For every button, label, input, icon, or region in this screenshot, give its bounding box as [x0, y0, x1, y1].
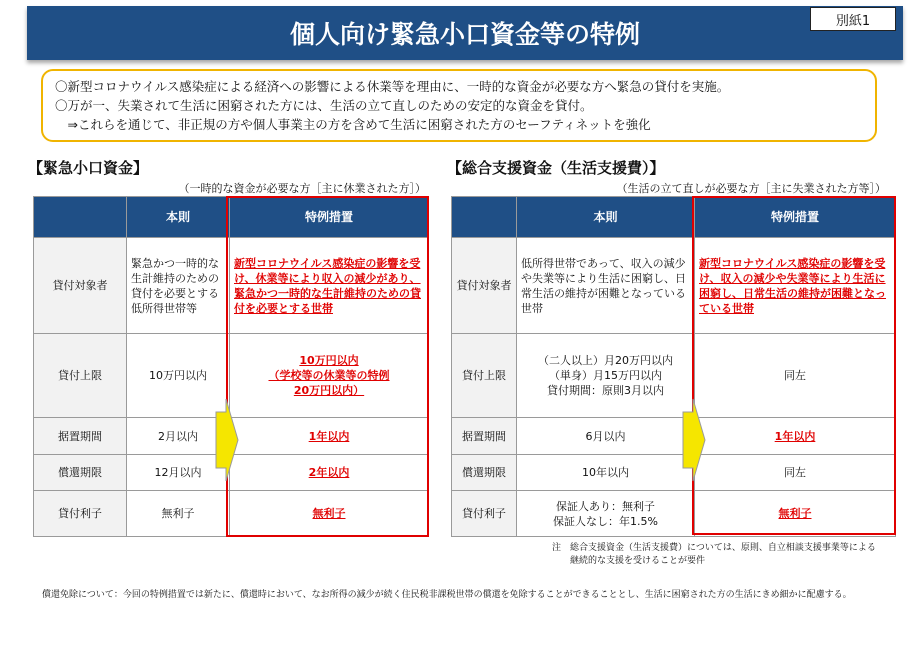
- left-arrow-icon: [215, 398, 239, 482]
- left-row-label: 据置期間: [34, 418, 127, 455]
- right-col-main: 本則: [517, 197, 695, 238]
- title-banner: [27, 6, 903, 60]
- left-row-label: 貸付利子: [34, 491, 127, 537]
- left-row-label: 償還期限: [34, 455, 127, 491]
- attachment-tag: 別紙1: [810, 7, 896, 31]
- right-arrow-icon: [682, 398, 706, 482]
- right-section-heading: 【総合支援資金（生活支援費）】: [447, 159, 665, 177]
- left-main-cell: 緊急かつ一時的な生計維持のための貸付を必要とする低所得世帯等: [127, 238, 230, 334]
- summary-line-1: 〇新型コロナウイルス感染症による経済への影響による休業等を理由に、一時的な資金が必要な方へ緊急の貸付を実施。: [55, 79, 730, 94]
- right-main-line: 保証人なし：年1.5%: [553, 514, 658, 528]
- right-main-cell: 低所得世帯であって、収入の減少や失業等により生活に困窮し、日常生活の維持が困難となっている世帯: [517, 238, 695, 334]
- left-main-cell: 12月以内: [127, 455, 230, 491]
- right-main-line: （二人以上）月20万円以内: [538, 354, 673, 367]
- right-main-line: 貸付期間：原則3月以内: [547, 384, 664, 397]
- right-main-line: （単身）月15万円以内: [549, 369, 662, 382]
- left-col-special: 特例措置: [230, 197, 429, 238]
- left-special-cell: [230, 334, 429, 418]
- left-section-subheading: （一時的な資金が必要な方［主に休業された方］）: [178, 182, 426, 195]
- page-title: 個人向け緊急小口資金等の特例: [289, 20, 640, 49]
- summary-box: [41, 69, 877, 142]
- left-special-line: （学校等の休業等の特例: [268, 369, 390, 382]
- right-row-label: 据置期間: [452, 418, 517, 455]
- right-main-cell: 6月以内: [517, 418, 695, 455]
- left-main-cell: 2月以内: [127, 418, 230, 455]
- note: [552, 542, 876, 568]
- right-col-special: 特例措置: [695, 197, 896, 238]
- right-main-cell: [517, 491, 695, 537]
- left-special-line: 20万円以内）: [293, 384, 365, 397]
- right-row-label: 貸付上限: [452, 334, 517, 418]
- right-row-label: 貸付利子: [452, 491, 517, 537]
- right-comparison-table: [451, 196, 896, 537]
- left-special-cell: 2年以内: [230, 455, 429, 491]
- right-special-cell: 同左: [695, 334, 896, 418]
- right-special-cell: 1年以内: [695, 418, 896, 455]
- left-main-cell: 無利子: [127, 491, 230, 537]
- right-special-cell: 新型コロナウイルス感染症の影響を受け、収入の減少や失業等により生活に困窮し、日常生活の維持が困難となっている世帯: [695, 238, 896, 334]
- summary-line-3: ⇒これらを通じて、非正規の方や個人事業主の方を含めて生活に困窮された方のセーフティネットを強化: [55, 117, 651, 132]
- left-special-cell: 1年以内: [230, 418, 429, 455]
- left-special-line: 10万円以内: [299, 354, 359, 367]
- right-special-cell: 無利子: [695, 491, 896, 537]
- note-line-2: 継続的な支援を受けることが要件: [552, 556, 706, 566]
- note-line-1: 注 総合支援資金（生活支援費）については、原則、自立相談支援事業等による: [552, 543, 876, 553]
- left-row-label: 貸付上限: [34, 334, 127, 418]
- right-corner-cell: [452, 197, 517, 238]
- right-row-label: 貸付対象者: [452, 238, 517, 334]
- summary-line-2: 〇万が一、失業されて生活に困窮された方には、生活の立て直しのための安定的な資金を貸付。: [55, 98, 593, 113]
- left-section-heading: 【緊急小口資金】: [28, 159, 149, 177]
- left-special-cell: 無利子: [230, 491, 429, 537]
- right-main-line: 保証人あり：無利子: [556, 499, 655, 513]
- left-special-cell: 新型コロナウイルス感染症の影響を受け、休業等により収入の減少があり、緊急かつ一時的な生計維持のための貸付を必要とする世帯: [230, 238, 429, 334]
- left-main-cell: 10万円以内: [127, 334, 230, 418]
- right-main-cell: [517, 334, 695, 418]
- left-corner-cell: [34, 197, 127, 238]
- left-row-label: 貸付対象者: [34, 238, 127, 334]
- left-col-main: 本則: [127, 197, 230, 238]
- right-main-cell: 10年以内: [517, 455, 695, 491]
- right-row-label: 償還期限: [452, 455, 517, 491]
- right-special-cell: 同左: [695, 455, 896, 491]
- left-comparison-table: [33, 196, 429, 537]
- repayment-exemption-footer: 償還免除について：今回の特例措置では新たに、償還時において、なお所得の減少が続く住民税非課税世帯の償還を免除することができることとし、生活に困窮された方の生活にきめ細かに配慮する。: [42, 590, 852, 600]
- right-section-subheading: （生活の立て直しが必要な方［主に失業された方等］）: [616, 182, 886, 195]
